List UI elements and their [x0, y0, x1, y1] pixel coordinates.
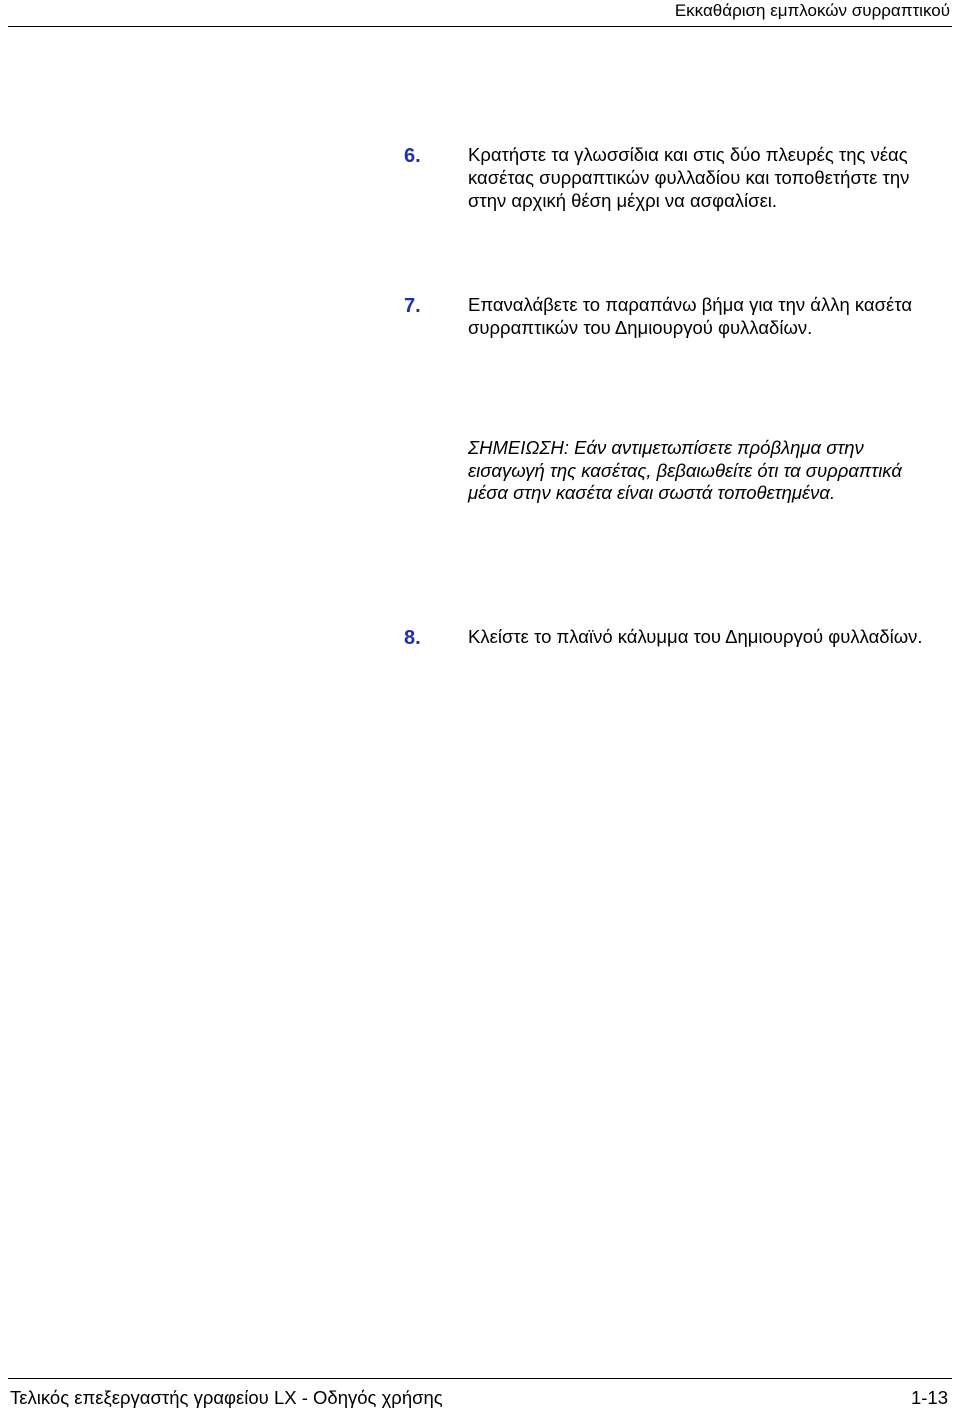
step-number: 6. — [404, 145, 421, 167]
step-text: Κλείστε το πλαϊνό κάλυμμα του Δημιουργού φυλλαδίων. — [468, 626, 923, 647]
note-paragraph: ΣΗΜΕΙΩΣΗ: Εάν αντιμετωπίσετε πρόβλημα στην εισαγωγή της κασέτας, βεβαιωθείτε ότι τα συρραπτικά μέσα στην κασέτα είναι σωστά τοποθετημένα. — [468, 437, 902, 503]
footer-page-number: 1-13 — [910, 1387, 948, 1408]
footer-document-title: Τελικός επεξεργαστής γραφείου LX - Οδηγός χρήσης — [10, 1387, 443, 1408]
header-divider — [8, 26, 952, 27]
step-text: Επαναλάβετε το παραπάνω βήμα για την άλλη κασέτα συρραπτικών του Δημιουργού φυλλαδίων. — [468, 294, 913, 338]
footer-divider — [8, 1378, 952, 1379]
step-number: 8. — [404, 627, 421, 649]
step-number: 7. — [404, 295, 421, 317]
step-text: Κρατήστε τα γλωσσίδια και στις δύο πλευρές της νέας κασέτας συρραπτικών φυλλαδίου και τοποθετήστε την στην αρχική θέση μέχρι να ασφαλίσει. — [468, 144, 910, 211]
running-header-title: Εκκαθάριση εμπλοκών συρραπτικού — [674, 1, 950, 20]
